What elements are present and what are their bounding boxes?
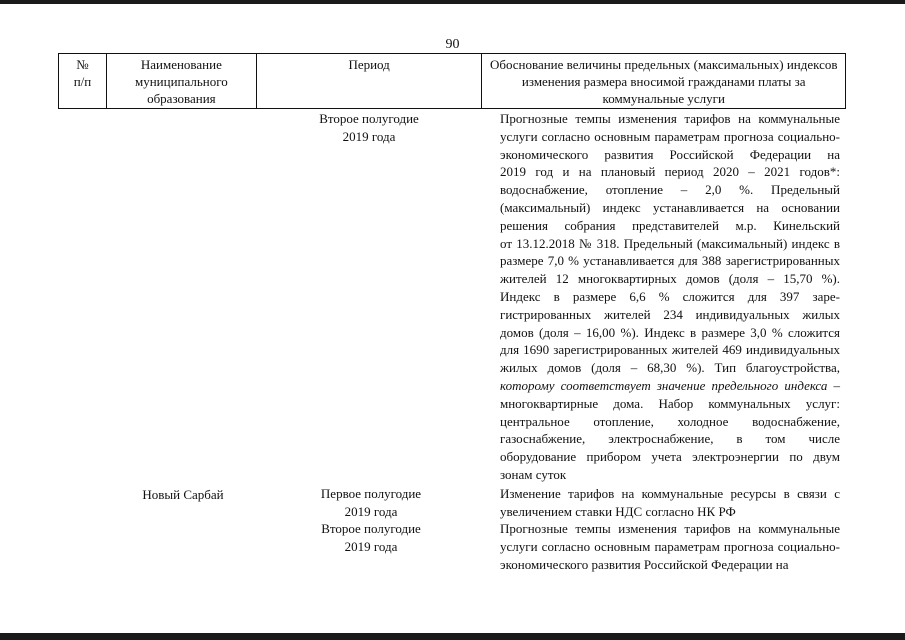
row1-period: Второе полугодие 2019 года xyxy=(319,111,419,144)
header-justification-text: Обоснование величины предельных (максимальных) индексов изменения размера вносимой гражданами платы за коммунальные услуги xyxy=(489,57,838,106)
row2-justification-a xyxy=(486,485,846,521)
justification-line: услуги согласно основным параметрам прогноза социально- xyxy=(500,539,840,555)
header-period xyxy=(257,54,483,108)
row2-period-b: Второе полугодие 2019 года xyxy=(321,521,421,555)
header-justification xyxy=(482,54,846,108)
header-num xyxy=(59,54,107,108)
justification-line: многоквартирные дома. Набор коммунальных услуг: xyxy=(500,395,840,411)
justification-line: 2019 год и на плановый период 2020 – 2021 годов*: xyxy=(500,164,840,180)
justification-line: (максимальный) индекс устанавливается на основании xyxy=(500,199,840,215)
justification-line: экономического развития Российской Федерации на xyxy=(500,556,789,572)
row2-justification xyxy=(482,485,846,574)
page-number: 90 xyxy=(445,37,460,52)
justification-line: от 13.12.2018 № 318. Предельный (максимальный) индекс в xyxy=(500,235,840,251)
justification-line: гистрированных жителей 234 индивидуальных жилых xyxy=(500,306,840,322)
justification-line: газоснабжение, электроснабжение, в том числе xyxy=(500,431,840,447)
justification-line: размере 7,0 % устанавливается для 388 зарегистрированных xyxy=(500,253,840,269)
header-num-text: № п/п xyxy=(73,57,92,89)
justification-line: Прогнозные темпы изменения тарифов на коммунальные xyxy=(500,111,840,126)
justification-line: услуги согласно основным параметрам прогноза социально- xyxy=(500,128,840,144)
header-municipality-text: Наименование муниципального образования xyxy=(134,57,228,106)
row1-justification xyxy=(482,110,846,484)
tariff-table xyxy=(58,53,846,574)
justification-line: решения собрания представителей м.р. Кинельский xyxy=(500,217,840,233)
justification-line: которому соответствует значение предельного индекса – xyxy=(500,377,840,393)
justification-line: водоснабжение, отопление – 2,0 %. Предельный xyxy=(500,182,840,198)
row2-num-cell xyxy=(58,485,106,574)
row1-municipality-cell xyxy=(106,110,256,484)
table-row xyxy=(58,110,846,484)
table-header-row xyxy=(58,53,846,109)
justification-line: центральное отопление, холодное водоснабжение, xyxy=(500,413,840,429)
top-border-rule xyxy=(0,0,905,4)
table-row xyxy=(58,485,846,574)
row2-justification-b xyxy=(486,520,846,573)
justification-line: для 1690 зарегистрированных жителей 469 индивидуальных xyxy=(500,342,840,358)
justification-line: жилых домов (доля – 68,30 %). Тип благоустройства, xyxy=(500,360,840,376)
row2-municipality: Новый Сарбай xyxy=(142,486,224,502)
justification-line: Изменение тарифов на коммунальные ресурсы в связи с xyxy=(500,485,840,501)
header-municipality xyxy=(107,54,257,108)
justification-line: домов (доля – 16,00 %). Индекс в размере 3,0 % сложится xyxy=(500,324,840,340)
justification-line: Индекс в размере 6,6 % сложится для 397 заре- xyxy=(500,288,840,304)
justification-line: Прогнозные темпы изменения тарифов на коммунальные xyxy=(500,521,840,537)
justification-line: экономического развития Российской Федерации на xyxy=(500,146,840,162)
header-period-text: Период xyxy=(348,57,390,72)
row1-num-cell xyxy=(58,110,106,484)
justification-line: зонам суток xyxy=(500,466,567,482)
row2-period-a: Первое полугодие 2019 года xyxy=(320,485,422,519)
bottom-border-rule xyxy=(0,633,905,640)
row2-periods xyxy=(256,485,482,574)
justification-line: жителей 12 многоквартирных домов (доля – 15,70 %). xyxy=(500,271,840,287)
justification-line: оборудование прибором учета электроэнергии по двум xyxy=(500,449,840,465)
justification-line: увеличением ставки НДС согласно НК РФ xyxy=(500,503,736,519)
